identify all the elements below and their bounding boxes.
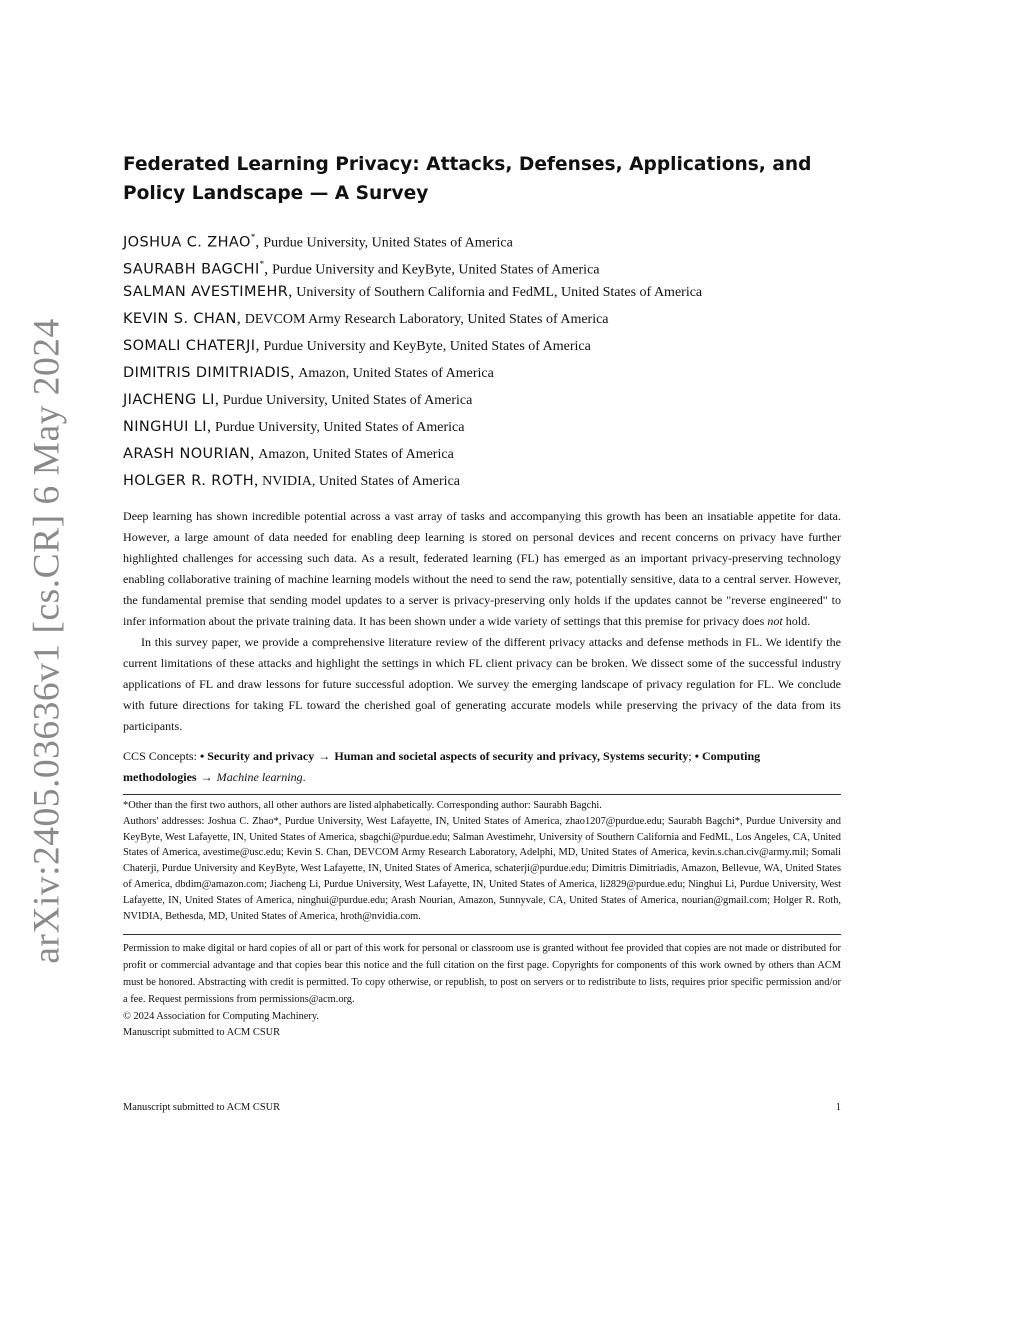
permission-divider [123,934,841,935]
author-mark: * [250,232,256,242]
author-name: JIACHENG LI [123,392,215,408]
author-name: ARASH NOURIAN [123,446,251,462]
author-list [123,224,841,494]
ccs-label: CCS Concepts: [123,749,200,763]
paper-title: Federated Learning Privacy: Attacks, Defenses, Applications, and Policy Landscape — A Survey [123,154,812,204]
author-affiliation: Purdue University and KeyByte, United States of America [263,339,591,354]
paper-first-page [123,150,841,1041]
ccs-category: • Security and privacy [199,749,315,763]
arxiv-id-text: arXiv:2405.03636v1 [cs.CR] 6 May 2024 [26,318,68,964]
ccs-category: • Computing methodologies [123,749,761,784]
ccs-separator: ; [688,749,695,763]
ccs-concepts [123,746,841,788]
page-footer [123,1100,841,1116]
author-affiliation: Purdue University, United States of America [222,393,473,408]
footnote-author-addresses: Authors' addresses: Joshua C. Zhao*, Purdue University, West Lafayette, IN, United States of America, zhao1207@purdue.edu; Saurabh Bagchi*, Purdue University and KeyByte, West Lafayette, IN, United States of America, sbagchi@purdue.edu; Salman Avestimehr, University of Southern California and FedML, Los Angeles, CA, United States of America, avestime@usc.edu; Kevin S. Chan, DEVCOM Army Research Laboratory, Adelphi, MD, United States of America, kevin.s.chan.civ@army.mil; Somali Chaterji, Purdue University and KeyByte, West Lafayette, IN, United States of America, schaterji@purdue.edu; Dimitris Dimitriadis, Amazon, Bellevue, WA, United States of America, dbdim@amazon.com; Jiacheng Li, Purdue University, West Lafayette, IN, United States of America, li2829@purdue.edu; Ninghui Li, Purdue University, West Lafayette, IN, United States of America, ninghui@purdue.edu; Arash Nourian, Amazon, Sunnyvale, CA, United States of America, nourian@gmail.com; Holger R. Roth, NVIDIA, Bethesda, MD, United States of America, hroth@nvidia.com. [123,815,841,922]
author-affiliation: Purdue University, United States of America [263,235,513,251]
abstract-paragraph-1 [123,506,841,632]
author-name: HOLGER R. ROTH [123,473,255,489]
author-line: JOSHUA C. ZHAO*, Purdue University, United States of America [123,232,513,251]
abstract-text: Deep learning has shown incredible potential across a vast array of tasks and accompanying this growth has been an insatiable appetite for data. However, a large amount of data needed for enabling deep learning is stored on personal devices and recent concerns on privacy have further highlighted challenges for accessing such data. As a result, federated learning (FL) has emerged as an important privacy-preserving technology enabling collaborative training of machine learning models without the need to send the raw, potentially sensitive, data to a central server. However, the fundamental premise that sending model updates to a server is privacy-preserving only holds if the updates cannot be "reverse engineered" to infer information about the private training data. It has been shown under a wide variety of settings that this premise for privacy does [123,509,841,628]
abstract [123,506,841,737]
ccs-arrow: → [318,749,331,763]
author-line: SALMAN AVESTIMEHR, University of Southern California and FedML, United States of America [123,283,703,300]
author-name: SAURABH BAGCHI [123,261,260,278]
author-name: NINGHUI LI [123,419,207,435]
author-line: HOLGER R. ROTH, NVIDIA, United States of America [123,472,461,489]
ccs-end: . [302,770,306,784]
abstract-paragraph-2: In this survey paper, we provide a comprehensive literature review of the different privacy attacks and defense methods in FL. We identify the current limitations of these attacks and highlight the settings in which FL client privacy can be broken. We dissect some of the successful industry applications of FL and draw lessons for future successful adoption. We survey the emerging landscape of privacy regulation for FL. We conclude with future directions for taking FL toward the cherished goal of generating accurate models while preserving the privacy of the data from its participants. [123,635,841,733]
author-name: DIMITRIS DIMITRIADIS [123,365,291,381]
footnote-divider [123,794,841,795]
author-name: SALMAN AVESTIMEHR [123,284,289,300]
ccs-concept: Machine learning [216,770,303,784]
author-line: ARASH NOURIAN, Amazon, United States of America [123,445,454,462]
author-affiliation: NVIDIA, United States of America [262,474,461,489]
footnote-author-order: *Other than the first two authors, all other authors are listed alphabetically. Corresponding author: Saurabh Bagchi. [123,800,602,811]
ccs-concept: Human and societal aspects of security and privacy, Systems security [334,749,689,763]
author-name: KEVIN S. CHAN [123,311,237,327]
author-affiliation: Purdue University and KeyByte, United States of America [272,262,600,278]
ccs-arrow: → [200,770,213,784]
permission-block [123,941,841,1041]
author-mark: * [259,259,265,269]
author-line: NINGHUI LI, Purdue University, United States of America [123,418,465,435]
permission-statement: Permission to make digital or hard copies of all or part of this work for personal or classroom use is granted without fee provided that copies are not made or distributed for profit or commercial advantage and that copies bear this notice and the full citation on the first page. Copyrights for components of this work owned by others than ACM must be honored. Abstracting with credit is permitted. To copy otherwise, or republish, to post on servers or to redistribute to lists, requires prior specific permission and/or a fee. Request permissions from permissions@acm.org. [123,943,841,1005]
manuscript-line: Manuscript submitted to ACM CSUR [123,1026,281,1038]
page-number: 1 [835,1102,841,1113]
author-affiliation: Amazon, United States of America [298,366,494,381]
author-name: SOMALI CHATERJI [123,338,256,354]
author-affiliation: DEVCOM Army Research Laboratory, United States of America [244,312,609,327]
author-line: SAURABH BAGCHI*, Purdue University and KeyByte, United States of America [123,259,600,278]
arxiv-identifier-stamp [16,318,78,964]
author-affiliation: Amazon, United States of America [258,447,454,462]
author-line: KEVIN S. CHAN, DEVCOM Army Research Laboratory, United States of America [123,310,609,327]
author-line: JIACHENG LI, Purdue University, United States of America [123,391,473,408]
author-name: JOSHUA C. ZHAO [123,234,251,251]
footer-venue: Manuscript submitted to ACM CSUR [123,1102,281,1113]
copyright-line: © 2024 Association for Computing Machinery. [123,1010,319,1022]
author-line: SOMALI CHATERJI, Purdue University and KeyByte, United States of America [123,337,591,354]
footnotes [123,798,841,924]
author-line: DIMITRIS DIMITRIADIS, Amazon, United States of America [123,364,494,381]
abstract-emphasis: not [767,614,783,628]
author-affiliation: Purdue University, United States of America [214,420,465,435]
author-affiliation: University of Southern California and FedML, United States of America [296,285,703,300]
abstract-text: hold. [782,614,811,628]
